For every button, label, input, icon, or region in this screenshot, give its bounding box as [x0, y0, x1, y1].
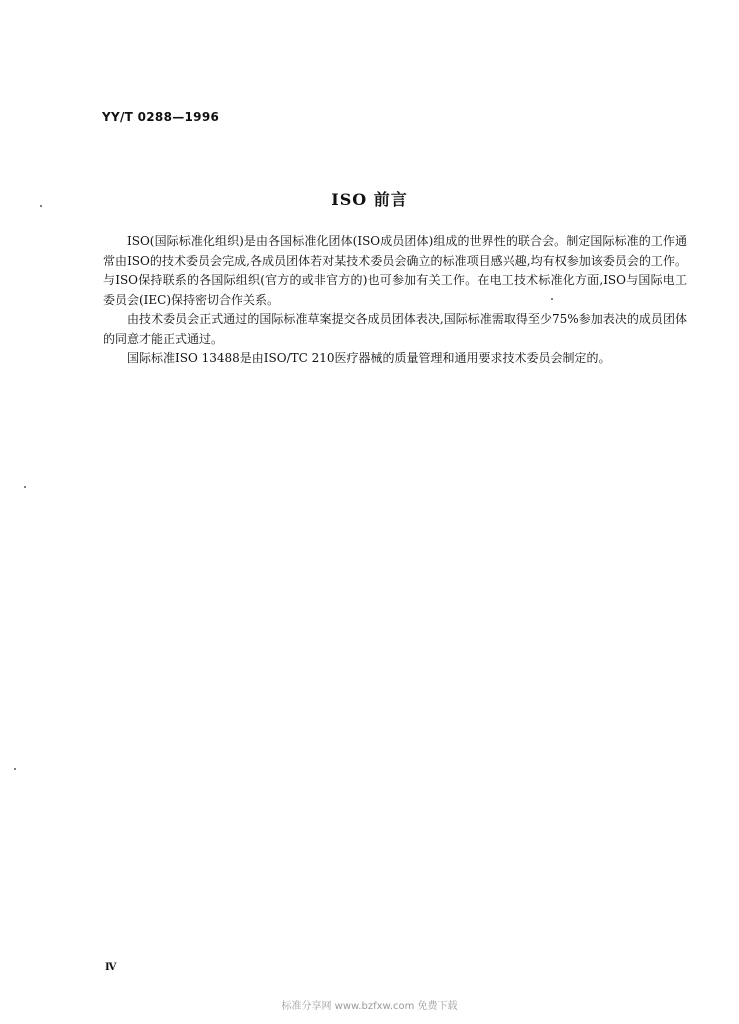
page-title: ISO 前言	[331, 190, 408, 209]
document-body	[103, 232, 687, 369]
paragraph-iso-intro: ISO(国际标准化组织)是由各国标准化团体(ISO成员团体)组成的世界性的联合会。制定国际标准的工作通常由ISO的技术委员会完成,各成员团体若对某技术委员会确立的标准项目感兴趣,均有权参加该委员会的工作。与ISO保持联系的各国际组织(官方的或非官方的)也可参加有关工作。在电工技术标准化方面,ISO与国际电工委员会(IEC)保持密切合作关系。	[103, 234, 687, 307]
scan-speck	[551, 298, 553, 300]
page-number: Ⅳ	[105, 962, 117, 973]
scan-speck	[14, 768, 16, 770]
paragraph-voting: 由技术委员会正式通过的国际标准草案提交各成员团体表决,国际标准需取得至少75%参加表决的成员团体的同意才能正式通过。	[103, 312, 687, 346]
watermark: 标准分享网 www.bzfxw.com 免费下载	[281, 1001, 458, 1012]
standard-number: YY/T 0288—1996	[102, 110, 220, 124]
scan-speck	[24, 486, 26, 488]
scan-speck	[40, 205, 42, 207]
paragraph-iso-13488: 国际标准ISO 13488是由ISO/TC 210医疗器械的质量管理和通用要求技术委员会制定的。	[127, 351, 611, 365]
